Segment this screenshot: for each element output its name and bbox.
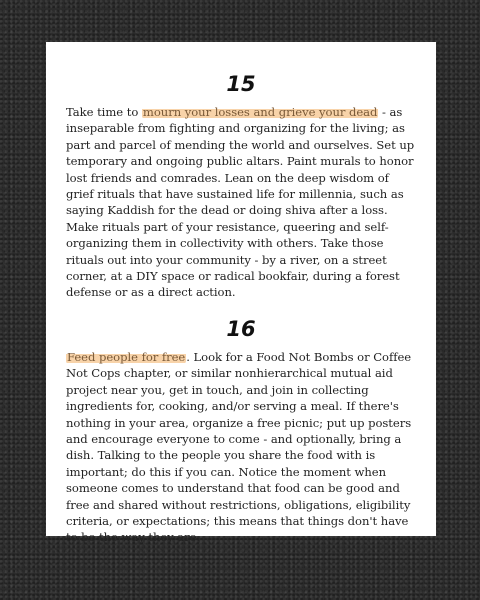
section-15 bbox=[66, 72, 416, 301]
highlighted-phrase: Feed people for free bbox=[67, 349, 186, 364]
paragraph-lead: Take time to bbox=[66, 105, 142, 119]
highlighted-phrase: mourn your losses and grieve your dead bbox=[142, 105, 378, 119]
section-16 bbox=[66, 317, 416, 546]
paragraph-body: . Look for a Food Not Bombs or Coffee Not Cops chapter, or similar nonhierarchical mutual aid project near you, get in touch, and join in collecting ingredients for, cooking, and/or serving a meal. If there's nothing in your area, organize a free picnic; put up posters and encourage everyone to come - and optionally, bring a dish. Talking to the people you share the food with is important; do this if you can. Notice the moment when someone comes to understand that food can be good and free and shared without restrictions, obligations, eligibility criteria, or expectations; this means that things don't have to be the way they are. bbox=[66, 349, 412, 545]
section-number: 15 bbox=[226, 72, 256, 96]
section-paragraph bbox=[66, 104, 416, 301]
section-paragraph bbox=[66, 349, 416, 546]
paragraph-body: - as inseparable from fighting and organizing for the living; as part and parcel of mending the world and ourselves. Set up temporary and ongoing public altars. Paint murals to honor lost friends and comrades. Lean on the deep wisdom of grief rituals that have sustained life for millennia, such as saying Kaddish for the dead or doing shiva after a loss. Make rituals part of your resistance, queering and self-organizing them in collectivity with others. Take those rituals out into your community - by a river, on a street corner, at a DIY space or radical bookfair, during a forest defense or as a direct action. bbox=[66, 105, 415, 300]
text-card bbox=[46, 42, 436, 545]
section-number: 16 bbox=[226, 316, 256, 341]
